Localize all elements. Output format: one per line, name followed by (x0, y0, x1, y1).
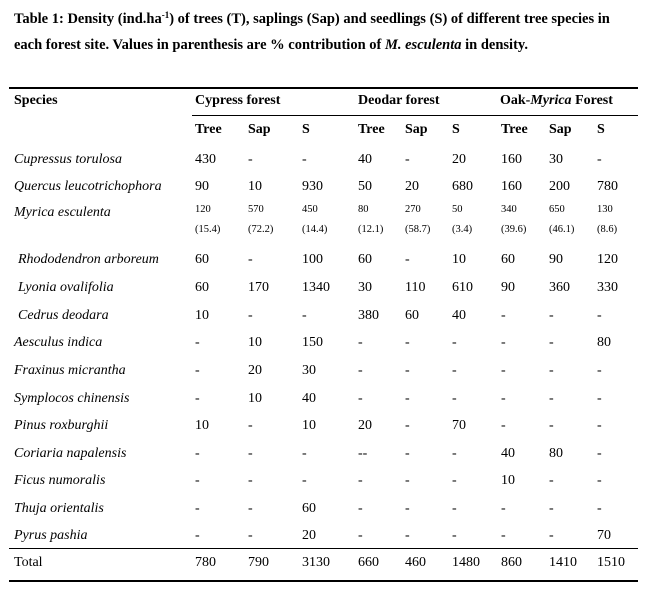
value-oak-sap: - (549, 501, 554, 516)
value-cypress-tree: - (195, 446, 200, 461)
value-oak-tree: 60 (501, 252, 515, 267)
subheader-oak-tree: Tree (501, 122, 528, 137)
value-deodar-sap: 60 (405, 308, 419, 323)
species-name: Pinus roxburghii (14, 418, 109, 433)
value-oak-s: - (597, 308, 602, 323)
subheader-oak-s: S (597, 122, 605, 137)
value-deodar-s: 610 (452, 280, 473, 295)
value-deodar-tree: 20 (358, 418, 372, 433)
value-cypress-s: 150 (302, 335, 323, 350)
value-cypress-tree: - (195, 391, 200, 406)
species-name: Cedrus deodara (18, 308, 109, 323)
value-deodar-s: - (452, 363, 457, 378)
table-top-rule (9, 87, 638, 89)
percent-cypress-tree: (15.4) (195, 224, 221, 235)
value-oak-s: 130 (597, 204, 613, 215)
value-oak-sap: - (549, 473, 554, 488)
value-oak-sap: 200 (549, 179, 570, 194)
value-oak-s: 70 (597, 528, 611, 543)
value-oak-tree: 340 (501, 204, 517, 215)
value-deodar-tree: 380 (358, 308, 379, 323)
value-oak-s: - (597, 446, 602, 461)
value-cypress-sap: - (248, 308, 253, 323)
value-oak-sap: - (549, 335, 554, 350)
table-bottom-rule (9, 580, 638, 582)
percent-cypress-sap: (72.2) (248, 224, 274, 235)
table-caption (14, 6, 636, 58)
value-cypress-s: 40 (302, 391, 316, 406)
percent-deodar-tree: (12.1) (358, 224, 384, 235)
value-deodar-sap: - (405, 363, 410, 378)
value-oak-tree: 40 (501, 446, 515, 461)
value-oak-sap: - (549, 528, 554, 543)
value-cypress-sap: - (248, 152, 253, 167)
value-deodar-sap: - (405, 501, 410, 516)
value-deodar-sap: - (405, 252, 410, 267)
caption-part2: ) of trees (T), saplings (Sap) and seedlings (S) of different tree species in each forest site. Values in parenthesis are % contribution of (14, 11, 610, 53)
value-deodar-tree: - (358, 363, 363, 378)
value-deodar-tree: 60 (358, 252, 372, 267)
subheader-cypress-sap: Sap (248, 122, 271, 137)
value-oak-sap: 360 (549, 280, 570, 295)
value-cypress-s: 450 (302, 204, 318, 215)
value-oak-tree: - (501, 501, 506, 516)
value-cypress-tree: 430 (195, 152, 216, 167)
subheader-deodar-sap: Sap (405, 122, 428, 137)
value-cypress-sap: 570 (248, 204, 264, 215)
species-name: Lyonia ovalifolia (18, 280, 114, 295)
value-oak-s: - (597, 363, 602, 378)
species-name: Cupressus torulosa (14, 152, 123, 167)
species-name: Coriaria napalensis (14, 446, 127, 461)
value-cypress-sap: 10 (248, 335, 262, 350)
subheader-cypress-s: S (302, 122, 310, 137)
value-oak-s: 120 (597, 252, 618, 267)
header-oak-myrica-forest (500, 92, 613, 110)
caption-part3: in density. (461, 37, 528, 53)
value-deodar-sap: - (405, 528, 410, 543)
value-cypress-s: 930 (302, 179, 323, 194)
value-deodar-sap: - (405, 446, 410, 461)
value-cypress-tree: 10 (195, 308, 209, 323)
value-deodar-tree: - (358, 501, 363, 516)
value-deodar-tree: - (358, 528, 363, 543)
value-oak-tree: - (501, 363, 506, 378)
percent-oak-sap: (46.1) (549, 224, 575, 235)
total-cypress-sap: 790 (248, 555, 269, 570)
value-oak-sap: - (549, 363, 554, 378)
value-cypress-tree: 90 (195, 179, 209, 194)
value-deodar-sap: 270 (405, 204, 421, 215)
value-oak-sap: 650 (549, 204, 565, 215)
total-cypress-s: 3130 (302, 555, 330, 570)
value-deodar-s: - (452, 528, 457, 543)
value-cypress-sap: - (248, 473, 253, 488)
value-cypress-sap: 20 (248, 363, 262, 378)
value-deodar-s: - (452, 335, 457, 350)
species-name: Thuja orientalis (14, 501, 104, 516)
total-oak-sap: 1410 (549, 555, 577, 570)
total-deodar-tree: 660 (358, 555, 379, 570)
value-cypress-sap: - (248, 418, 253, 433)
value-oak-s: - (597, 152, 602, 167)
header-myrica-italic: Myrica (530, 93, 572, 108)
subheader-cypress-tree: Tree (195, 122, 222, 137)
caption-italic: M. esculenta (384, 37, 462, 53)
value-cypress-tree: 120 (195, 204, 211, 215)
value-oak-sap: 90 (549, 252, 563, 267)
percent-oak-tree: (39.6) (501, 224, 527, 235)
value-oak-sap: - (549, 391, 554, 406)
value-cypress-sap: - (248, 501, 253, 516)
value-cypress-s: 30 (302, 363, 316, 378)
subheader-rule (192, 115, 638, 116)
value-oak-s: - (597, 418, 602, 433)
value-deodar-s: - (452, 391, 457, 406)
value-cypress-sap: - (248, 252, 253, 267)
value-deodar-sap: - (405, 473, 410, 488)
value-cypress-sap: - (248, 528, 253, 543)
value-deodar-sap: - (405, 152, 410, 167)
species-name: Aesculus indica (14, 335, 103, 350)
value-cypress-s: - (302, 308, 307, 323)
header-oak-post: Forest (571, 93, 613, 108)
value-cypress-tree: - (195, 501, 200, 516)
value-cypress-s: - (302, 446, 307, 461)
value-oak-sap: - (549, 308, 554, 323)
value-deodar-s: - (452, 501, 457, 516)
value-cypress-s: 60 (302, 501, 316, 516)
value-deodar-sap: 20 (405, 179, 419, 194)
subheader-deodar-s: S (452, 122, 460, 137)
value-deodar-s: 50 (452, 204, 463, 215)
total-deodar-s: 1480 (452, 555, 480, 570)
value-deodar-tree: 80 (358, 204, 369, 215)
header-cypress-forest: Cypress forest (195, 93, 281, 108)
value-oak-sap: - (549, 418, 554, 433)
total-cypress-tree: 780 (195, 555, 216, 570)
value-cypress-s: 100 (302, 252, 323, 267)
value-deodar-tree: -- (358, 446, 368, 461)
value-oak-tree: 160 (501, 152, 522, 167)
species-name: Fraxinus micrantha (14, 363, 126, 378)
percent-oak-s: (8.6) (597, 224, 618, 235)
value-cypress-s: - (302, 152, 307, 167)
value-deodar-tree: - (358, 391, 363, 406)
value-oak-sap: 80 (549, 446, 563, 461)
value-deodar-s: 10 (452, 252, 466, 267)
value-cypress-s: 10 (302, 418, 316, 433)
value-cypress-s: 1340 (302, 280, 330, 295)
value-cypress-sap: 10 (248, 391, 262, 406)
value-oak-tree: - (501, 335, 506, 350)
total-oak-tree: 860 (501, 555, 522, 570)
value-deodar-tree: 40 (358, 152, 372, 167)
caption-part1: Table 1: Density (ind.ha (14, 11, 162, 27)
value-cypress-sap: 10 (248, 179, 262, 194)
value-cypress-s: 20 (302, 528, 316, 543)
value-deodar-s: - (452, 446, 457, 461)
percent-deodar-sap: (58.7) (405, 224, 431, 235)
value-oak-tree: - (501, 308, 506, 323)
value-oak-s: - (597, 473, 602, 488)
percent-deodar-s: (3.4) (452, 224, 473, 235)
total-label: Total (14, 555, 43, 570)
value-cypress-tree: 60 (195, 280, 209, 295)
total-rule (9, 548, 638, 549)
value-oak-tree: 90 (501, 280, 515, 295)
value-oak-tree: - (501, 528, 506, 543)
species-name: Ficus numoralis (14, 473, 106, 488)
value-cypress-tree: - (195, 473, 200, 488)
value-cypress-tree: - (195, 528, 200, 543)
value-oak-sap: 30 (549, 152, 563, 167)
value-cypress-tree: 60 (195, 252, 209, 267)
value-cypress-tree: - (195, 335, 200, 350)
species-name: Myrica esculenta (14, 205, 111, 220)
value-deodar-sap: - (405, 391, 410, 406)
value-deodar-tree: - (358, 335, 363, 350)
header-deodar-forest: Deodar forest (358, 93, 440, 108)
value-cypress-tree: - (195, 363, 200, 378)
value-oak-tree: - (501, 418, 506, 433)
value-oak-s: 330 (597, 280, 618, 295)
header-species: Species (14, 93, 58, 108)
value-deodar-s: 680 (452, 179, 473, 194)
species-name: Quercus leucotrichophora (14, 179, 162, 194)
value-deodar-s: 20 (452, 152, 466, 167)
value-oak-tree: 160 (501, 179, 522, 194)
subheader-oak-sap: Sap (549, 122, 572, 137)
value-deodar-sap: - (405, 335, 410, 350)
total-oak-s: 1510 (597, 555, 625, 570)
percent-cypress-s: (14.4) (302, 224, 328, 235)
header-oak-pre: Oak- (500, 93, 531, 108)
value-oak-tree: 10 (501, 473, 515, 488)
species-name: Rhododendron arboreum (18, 252, 159, 267)
value-oak-s: - (597, 391, 602, 406)
value-deodar-s: 70 (452, 418, 466, 433)
value-deodar-s: - (452, 473, 457, 488)
value-cypress-sap: 170 (248, 280, 269, 295)
total-deodar-sap: 460 (405, 555, 426, 570)
value-cypress-sap: - (248, 446, 253, 461)
value-oak-s: 80 (597, 335, 611, 350)
value-deodar-s: 40 (452, 308, 466, 323)
value-cypress-tree: 10 (195, 418, 209, 433)
value-cypress-s: - (302, 473, 307, 488)
value-oak-tree: - (501, 391, 506, 406)
caption-superscript: -1 (161, 10, 170, 20)
value-deodar-tree: 50 (358, 179, 372, 194)
species-name: Symplocos chinensis (14, 391, 130, 406)
value-deodar-sap: - (405, 418, 410, 433)
value-deodar-tree: 30 (358, 280, 372, 295)
subheader-deodar-tree: Tree (358, 122, 385, 137)
value-oak-s: - (597, 501, 602, 516)
value-deodar-sap: 110 (405, 280, 426, 295)
value-oak-s: 780 (597, 179, 618, 194)
species-name: Pyrus pashia (14, 528, 88, 543)
value-deodar-tree: - (358, 473, 363, 488)
